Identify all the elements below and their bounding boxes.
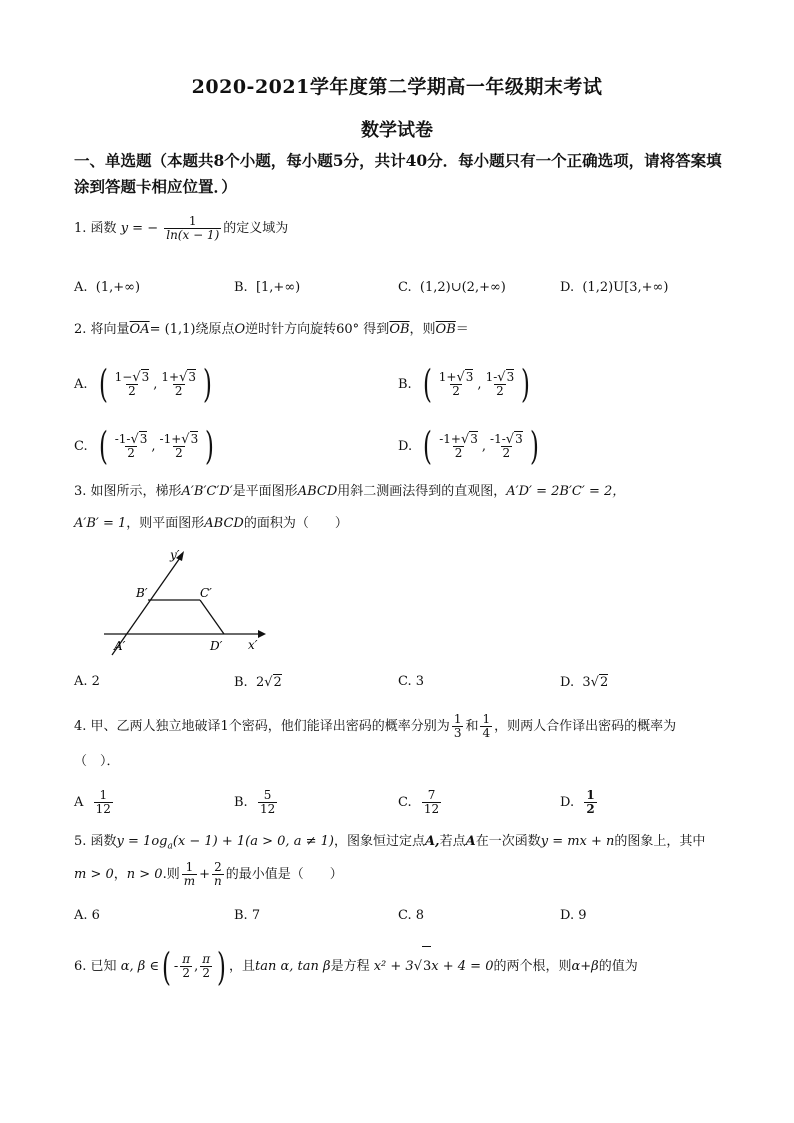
q4-option-b[interactable]: B. $\frac{5}{12}$: [234, 787, 276, 816]
q3-option-c[interactable]: C. 3: [398, 674, 425, 689]
q1-option-d[interactable]: D. (1,2)U[3,+∞): [560, 280, 669, 295]
q1-option-a[interactable]: A. (1,+∞): [74, 280, 141, 295]
question-5-line2: m > 0，n > 0.则 $\frac{1}{m}$ + $\frac{2}{n}$ 的最小值是（ ）: [74, 860, 343, 888]
y-axis-label: y′: [170, 548, 180, 562]
q2-options-ab: [74, 362, 726, 406]
q4-option-c[interactable]: C. $\frac{7}{12}$: [398, 787, 440, 816]
q2-option-a[interactable]: A. ( $\frac{1-√3}{2}$ , $\frac{1+√3}{2}$ ): [74, 362, 212, 406]
question-3: 3. 如图所示，梯形A′B′C′D′是平面图形ABCD用斜二测画法得到的直观图，A′D′ = 2B′C′ = 2，: [74, 484, 626, 499]
question-5: 5. 函数$y = 1og_a(x - 1) + 1(a > 0$, a ≠ 1)，图象恒过定点A,若点A在一次函数y = mx + n的图象上，其中: [74, 834, 706, 852]
question-2: 2. 将向量$\overline{OA}= (1,1)$绕原点O逆时针方向旋转60° 得到$\overline{OB}$，则$\overline{OB}=$: [74, 322, 469, 337]
section-heading: 一、单选题（本题共8个小题，每小题5分，共计40分．每小题只有一个正确选项，请将答案填涂到答题卡相应位置．）: [74, 151, 722, 196]
q1-fraction: $\frac{1}{\ln(x - 1)}$: [166, 214, 220, 242]
point-d: D′: [210, 639, 223, 653]
point-b: B′: [136, 586, 148, 600]
point-c: C′: [200, 586, 212, 600]
q4-option-d[interactable]: D. $\frac{1}{2}$: [560, 787, 595, 816]
question-4-line2: （ ）．: [74, 754, 120, 769]
q3-option-b[interactable]: B. 2 √ 2: [234, 674, 282, 690]
trapezoid-figure: [100, 545, 270, 660]
question-6: 6. 已知 α, β ∈ ( - $\frac{\pi}{2}$ , $\frac{\pi}{2}$ ) ，且 tan α, tan β 是方程 x² + 3 √ 3 x + 4 = 0 的两个根，则 α+β 的值为: [74, 944, 638, 989]
question-4: 4. 甲、乙两人独立地破译1个密码，他们能译出密码的概率分别为 $\frac{1}{3}$ 和 $\frac{1}{4}$ ，则两人合作译出密码的概率为: [74, 712, 677, 740]
q2-option-c[interactable]: C. ( $\frac{-1-√3}{2}$ , $\frac{-1+√3}{2}$ ): [74, 424, 215, 468]
question-3-line2: A′B′ = 1，则平面图形ABCD的面积为（ ）: [74, 516, 348, 531]
q5-option-d[interactable]: D. 9: [560, 908, 587, 923]
q1-option-c[interactable]: C. (1,2)∪(2,+∞): [398, 280, 506, 295]
question-1: 1. 函数 y = − $\frac{1}{\ln(x - 1)}$ 的定义域为: [74, 214, 289, 242]
exam-subject: 数学试卷: [361, 120, 433, 141]
q2-option-b[interactable]: B. ( $\frac{1+√3}{2}$ , $\frac{1-√3}{2}$ ): [398, 362, 531, 406]
q4-options: [74, 784, 726, 820]
exam-title: 2020-2021学年度第二学期高一年级期末考试: [191, 76, 603, 98]
vector-ob: $\overline{OB}$: [389, 322, 410, 337]
q3-options: [74, 674, 726, 702]
q2-option-d[interactable]: D. ( $\frac{-1+√3}{2}$ , $\frac{-1-√3}{2}$ ): [398, 424, 539, 468]
q5-option-b[interactable]: B. 7: [234, 908, 261, 923]
q5-option-c[interactable]: C. 8: [398, 908, 425, 923]
vector-oa: $\overline{OA}$: [129, 322, 150, 337]
q5-options: [74, 908, 726, 936]
q1-options: [74, 280, 726, 308]
q3-option-d[interactable]: D. 3 √ 2: [560, 674, 609, 690]
q1-option-b[interactable]: B. [1,+∞): [234, 280, 301, 295]
x-axis-label: x′: [248, 638, 258, 652]
q4-option-a[interactable]: A $\frac{1}{12}$: [74, 787, 111, 816]
q5-option-a[interactable]: A. 6: [74, 908, 100, 923]
q3-option-a[interactable]: A. 2: [74, 674, 100, 689]
point-a: A′: [114, 639, 126, 653]
q2-options-cd: [74, 424, 726, 468]
